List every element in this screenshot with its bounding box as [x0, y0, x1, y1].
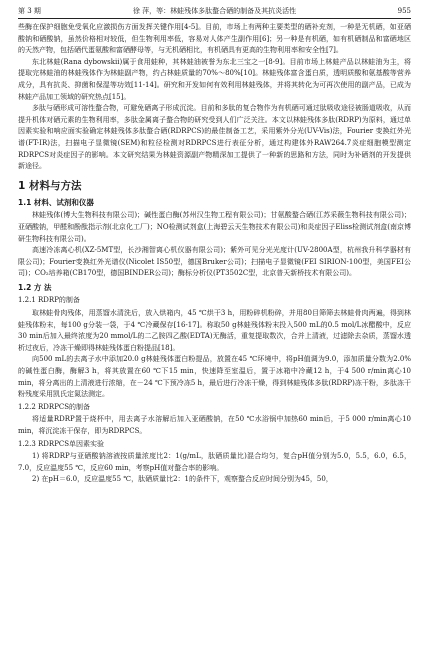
instruments-paragraph: 高速冷冻离心机(XZ-5MT型，长沙湘智离心机仪器有限公司)；紫外可见分光光度计(UV-2800A型，杭州我升科学器材有限公司)；Fourier变换红外光谱仪(Nicolet IS50型，德国Bruker公司)；扫描电子显微镜(FEI SIRION-100型，美国FEI公司)；CO₂培养箱(CB170型，德国BINDER公司)；酶标分析仪(PT3502C型，北京普天新桥技术有限公司)。	[18, 246, 411, 278]
subsubsection-heading-rdrpcs: 1.2.2 RDRPCS的制备	[18, 402, 91, 411]
running-title: 徐 萍，等：林蛙残体多肽螯合硒的制备及其抗炎活性	[132, 7, 297, 15]
frog-paragraph: 东北林蛙(Rana dybowskii)属于食用蛙种，其林蛙油被誉为东北三宝之一[8-9]。目前市场上林蛙产品以林蛙油为主，将提取完林蛙油的林蛙残体作为林蛙副产物，约占林蛙质量的70%～80%[10]。林蛙残体富含蛋白质，透明质酸和氨基酸等营养成分，具有抗炎、抑菌和保湿等功效[11-14]。研究和开发如何有效利用林蛙残体，并将其转化为可再次使用的副产品，已成为林蛙产品加工领域的研究热点[15]。	[18, 57, 411, 101]
subsection-heading-materials: 1.1 材料、试剂和仪器	[18, 197, 94, 207]
rdrpcs-prep-paragraph: 将适量RDRP置于烧杯中，用去离子水溶解后加入亚硒酸钠，在50 ℃水浴锅中加热60 min后，于5 000 r/min离心10 min，将沉淀冻干保存，即为RDRPCS。	[18, 415, 411, 435]
intro-paragraph: 些酶在保护细胞免受氧化应激损伤方面发挥关键作用[4-5]。目前，市场上有两种主要类型的硒补充剂，一种是无机硒，如亚硒酸钠和硒酸钠，虽然价格相对较低，但生物利用率低，容易对人体产生副作用[6]；另一种是有机硒，如有机硒制品和富硒地区的天然产物，包括硒代蛋氨酸和富硒酵母等，与无机硒相比，有机硒具有更高的生物利用率和安全性[7]。	[18, 23, 411, 55]
page-header	[18, 4, 411, 19]
subsubsection-heading-rdrp: 1.2.1 RDRP的制备	[18, 296, 80, 305]
peptide-paragraph: 多肽与硒形成可溶性螯合物，可避免硒离子形成沉淀。目前和多肽的复合物作为有机硒可通过肽吸收途径被肠道吸收，从而提升机体对硒元素的生物利用率，多肽金属离子螯合物的研究受到人们广泛关注。本文以林蛙残体多肽(RDRP)为原料，通过单因素实验和响应面实验确定林蛙残体多肽螯合硒(RDRPCS)的最佳制备工艺，采用紫外分光(UV-Vis)法，Fourier 变换红外光谱(FT-IR)法，扫描电子显微镜(SEM)和粒径检测对RDRPCS进行表征分析，通过构建体外RAW264.7炎症细胞模型测定RDRPCS对炎症因子的影响。本文研究结果为林蛙资源副产物精深加工提供了一种新的思路和方法，同时为补硒剂的开发提供新途径。	[18, 104, 411, 171]
subsection-heading-methods: 1.2 方 法	[18, 282, 52, 292]
section-heading-materials-methods: 1 材料与方法	[18, 179, 82, 192]
rdrp-prep-paragraph: 取林蛙骨肉残体，用蒸馏水清洗后，放入烘箱内，45 ℃烘干3 h，用粉碎机粉碎，并用80目筛筛去林蛙骨肉两遍，得到林蛙残体粉末，每100 g分装一袋，于4 ℃冷藏保存[16-17]。称取50 g林蛙残体粉末投入500 mL的0.5 mol/L冰醋酸中，反应30 min后加入最终浓度为20 mmol/L的二乙胺四乙酸(EDTA)无酶活，重复提取数次，合并上清液，过滤除去杂质，蒸馏水透析过夜后，冷冻干燥即得林蛙残体蛋白粉提品[18]。	[18, 309, 411, 352]
materials-paragraph: 林蛙残体(博大生物科技有限公司)；碱性蛋白酶(苏州汉生物工程有限公司)；甘氨酸螯合硒(江苏采薇生物科技有限公司)；亚硒酸钠，甲醛和酚酞指示剂(北京化工厂)；NO检测试剂盒(上海碧云天生物技术有限公司)和炎症因子Eliss检测试剂盒(南京博研生物科技有限公司)。	[18, 211, 411, 243]
single-factor-item-1: 1) 将RDRP与亚硒酸钠溶液按质量浓度比2：1(g/mL，肽硒质量比)混合均匀，复合pH值分别为5.0，5.5，6.0，6.5，7.0，反应温度55 ℃，反应60 min，考察pH值对螯合率的影响。	[18, 452, 411, 472]
issue-label: 第 3 期	[18, 7, 41, 15]
page-number: 955	[397, 7, 411, 15]
rdrp-hydrolysis-paragraph: 向500 mL的去离子水中添加20.0 g林蛙残体蛋白粉提品，放置在45 ℃环境中，将pH值调为9.0，添加质量分数为2.0%的碱性蛋白酶，酶解3 h，将其放置在60 ℃下15 min，快速降至室温后，置于冰箱中冷藏12 h，于4 500 r/min离心10 min，将分离出的上清液进行浓缩，在－24 ℃下预冷冻5 h，最后进行冷冻干燥，得到林蛙残体多肽(RDRP)冻干粉，多肽冻干粉残度采用凯氏定氮法测定。	[18, 355, 411, 399]
subsubsection-heading-single-factor: 1.2.3 RDRPCS单因素实验	[18, 439, 105, 448]
single-factor-item-2: 2) 在pH＝6.0，反应温度55 ℃，肽硒质量比2：1的条件下，观察螯合反应时间分别为45，50，	[32, 475, 333, 484]
